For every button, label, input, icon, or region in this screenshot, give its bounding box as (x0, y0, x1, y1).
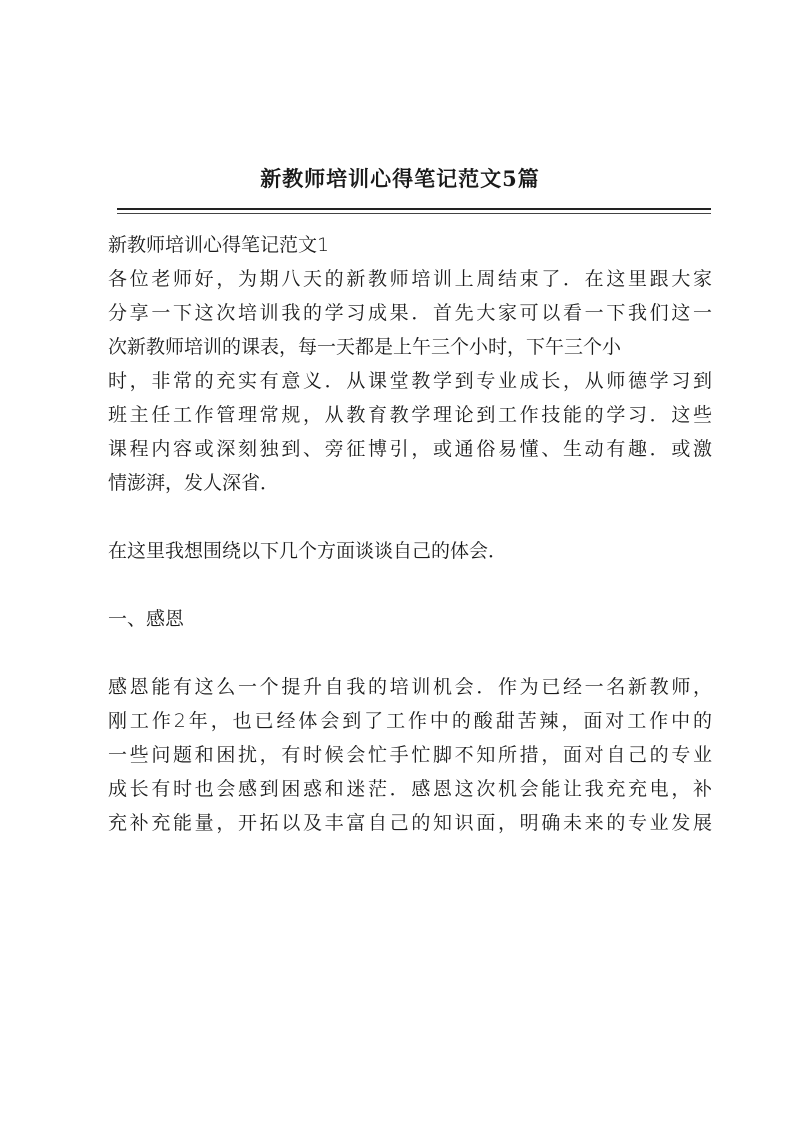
paragraph-gap (108, 568, 712, 602)
paragraph-line: 成长有时也会感到困惑和迷茫．感恩这次机会能让我充充电，补 (108, 778, 712, 800)
paragraph-line: 次新教师培训的课表，每一天都是上午三个小时，下午三个小 (108, 336, 622, 358)
paragraph-line: 时，非常的充实有意义．从课堂教学到专业成长，从师德学习到 (108, 370, 712, 392)
paragraph-line: 分享一下这次培训我的学习成果．首先大家可以看一下我们这一 (108, 302, 712, 324)
paragraph-intro (108, 262, 712, 500)
paragraph-line: 情澎湃，发人深省． (108, 472, 280, 494)
paragraph-gap (108, 636, 712, 670)
document-body (108, 228, 712, 840)
paragraph-line: 充补充能量，开拓以及丰富自己的知识面，明确未来的专业发展 (108, 812, 712, 834)
paragraph-line: 课程内容或深刻独到、旁征博引，或通俗易懂、生动有趣．或激 (108, 438, 712, 460)
subheading-gratitude: 一、感恩 (108, 608, 185, 630)
paragraph-gap (108, 500, 712, 534)
title-divider (117, 208, 711, 210)
document-title: 新教师培训心得笔记范文5篇 (260, 166, 540, 191)
section-heading: 新教师培训心得笔记范文1 (108, 234, 330, 256)
paragraph-topics: 在这里我想围绕以下几个方面谈谈自己的体会． (108, 540, 508, 562)
paragraph-gratitude (108, 670, 712, 840)
title-divider-thin (117, 213, 711, 214)
paragraph-line: 班主任工作管理常规，从教育教学理论到工作技能的学习．这些 (108, 404, 712, 426)
paragraph-line: 各位老师好，为期八天的新教师培训上周结束了．在这里跟大家 (108, 268, 712, 290)
paragraph-line: 感恩能有这么一个提升自我的培训机会．作为已经一名新教师， (108, 676, 712, 698)
paragraph-line: 一些问题和困扰，有时候会忙手忙脚不知所措，面对自己的专业 (108, 744, 712, 766)
paragraph-line: 刚工作2年，也已经体会到了工作中的酸甜苦辣，面对工作中的 (108, 710, 712, 732)
